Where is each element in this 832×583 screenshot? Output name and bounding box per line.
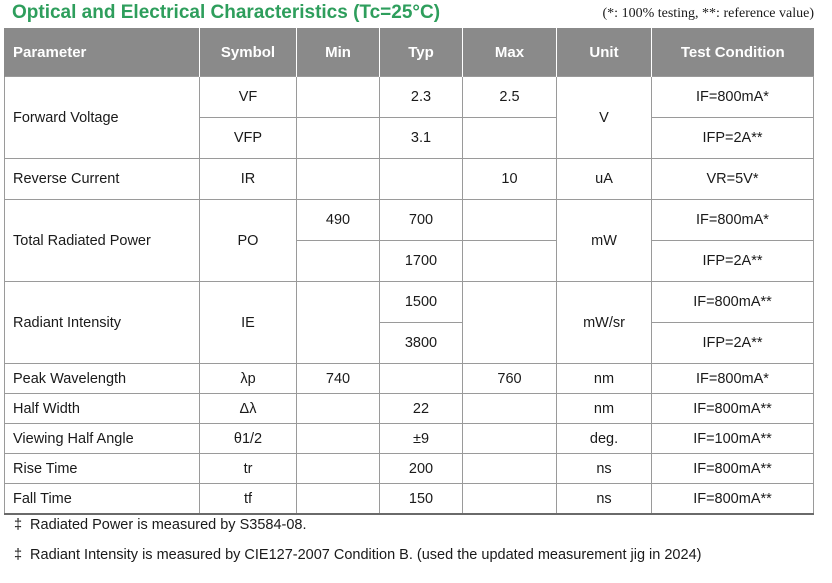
condition-cell: IF=800mA*: [652, 364, 814, 394]
header-typ: Typ: [380, 28, 463, 77]
header-test-condition: Test Condition: [652, 28, 814, 77]
table-row: [5, 159, 814, 200]
max-cell: [463, 484, 557, 515]
header-unit: Unit: [557, 28, 652, 77]
symbol-cell: tr: [200, 454, 297, 484]
table-row: [5, 454, 814, 484]
typ-cell: 3.1: [380, 118, 463, 159]
footnote-text: Radiated Power is measured by S3584-08.: [30, 517, 307, 533]
min-cell: [297, 241, 380, 282]
symbol-cell: tf: [200, 484, 297, 515]
condition-cell: IFP=2A**: [652, 118, 814, 159]
max-cell: 10: [463, 159, 557, 200]
typ-cell: 1700: [380, 241, 463, 282]
table-row: [5, 364, 814, 394]
typ-cell: [380, 159, 463, 200]
typ-cell: 2.3: [380, 77, 463, 118]
header-parameter: Parameter: [5, 28, 200, 77]
table-header-row: [5, 28, 814, 77]
typ-cell: 200: [380, 454, 463, 484]
param-cell: Forward Voltage: [5, 77, 200, 159]
unit-cell: nm: [557, 394, 652, 424]
max-cell: [463, 454, 557, 484]
unit-cell: uA: [557, 159, 652, 200]
param-cell: Rise Time: [5, 454, 200, 484]
table-row: [5, 282, 814, 323]
unit-cell: nm: [557, 364, 652, 394]
footnote: [14, 546, 701, 576]
min-cell: [297, 77, 380, 118]
unit-cell: deg.: [557, 424, 652, 454]
unit-cell: ns: [557, 484, 652, 515]
max-cell: [463, 200, 557, 241]
testing-note: (*: 100% testing, **: reference value): [602, 6, 814, 21]
min-cell: [297, 484, 380, 515]
unit-cell: ns: [557, 454, 652, 484]
condition-cell: VR=5V*: [652, 159, 814, 200]
min-cell: [297, 394, 380, 424]
param-cell: Reverse Current: [5, 159, 200, 200]
condition-cell: IF=800mA**: [652, 282, 814, 323]
table-row: [5, 484, 814, 515]
typ-cell: 1500: [380, 282, 463, 323]
min-cell: [297, 118, 380, 159]
max-cell: [463, 394, 557, 424]
symbol-cell: Δλ: [200, 394, 297, 424]
param-cell: Fall Time: [5, 484, 200, 515]
condition-cell: IFP=2A**: [652, 241, 814, 282]
min-cell: [297, 424, 380, 454]
symbol-cell: θ1/2: [200, 424, 297, 454]
max-cell: 2.5: [463, 77, 557, 118]
symbol-cell: PO: [200, 200, 297, 282]
param-cell: Total Radiated Power: [5, 200, 200, 282]
condition-cell: IF=800mA**: [652, 484, 814, 515]
symbol-cell: VF: [200, 77, 297, 118]
typ-cell: 700: [380, 200, 463, 241]
min-cell: 490: [297, 200, 380, 241]
table-row: [5, 394, 814, 424]
footnote-text: Radiant Intensity is measured by CIE127-2007 Condition B. (used the updated measurement jig in 2024): [30, 547, 702, 563]
max-cell: [463, 424, 557, 454]
typ-cell: ±9: [380, 424, 463, 454]
header-symbol: Symbol: [200, 28, 297, 77]
unit-cell: mW: [557, 200, 652, 282]
min-cell: [297, 282, 380, 364]
typ-cell: 150: [380, 484, 463, 515]
param-cell: Viewing Half Angle: [5, 424, 200, 454]
symbol-cell: IE: [200, 282, 297, 364]
symbol-cell: VFP: [200, 118, 297, 159]
footnotes: [14, 516, 701, 576]
condition-cell: IF=800mA*: [652, 200, 814, 241]
unit-cell: V: [557, 77, 652, 159]
condition-cell: IFP=2A**: [652, 323, 814, 364]
min-cell: [297, 454, 380, 484]
symbol-cell: λp: [200, 364, 297, 394]
double-dagger-icon: ‡: [14, 547, 23, 563]
table-row: [5, 424, 814, 454]
table-row: [5, 77, 814, 118]
typ-cell: 3800: [380, 323, 463, 364]
param-cell: Peak Wavelength: [5, 364, 200, 394]
table-row: [5, 200, 814, 241]
double-dagger-icon: ‡: [14, 517, 23, 533]
condition-cell: IF=100mA**: [652, 424, 814, 454]
min-cell: [297, 159, 380, 200]
condition-cell: IF=800mA*: [652, 77, 814, 118]
header-min: Min: [297, 28, 380, 77]
max-cell: 760: [463, 364, 557, 394]
typ-cell: [380, 364, 463, 394]
condition-cell: IF=800mA**: [652, 394, 814, 424]
header-max: Max: [463, 28, 557, 77]
characteristics-table: [4, 28, 814, 515]
param-cell: Radiant Intensity: [5, 282, 200, 364]
param-cell: Half Width: [5, 394, 200, 424]
max-cell: [463, 241, 557, 282]
footnote: [14, 516, 701, 546]
min-cell: 740: [297, 364, 380, 394]
max-cell: [463, 118, 557, 159]
typ-cell: 22: [380, 394, 463, 424]
symbol-cell: IR: [200, 159, 297, 200]
page-title: Optical and Electrical Characteristics (Tc=25°C): [12, 2, 441, 23]
max-cell: [463, 282, 557, 364]
condition-cell: IF=800mA**: [652, 454, 814, 484]
unit-cell: mW/sr: [557, 282, 652, 364]
